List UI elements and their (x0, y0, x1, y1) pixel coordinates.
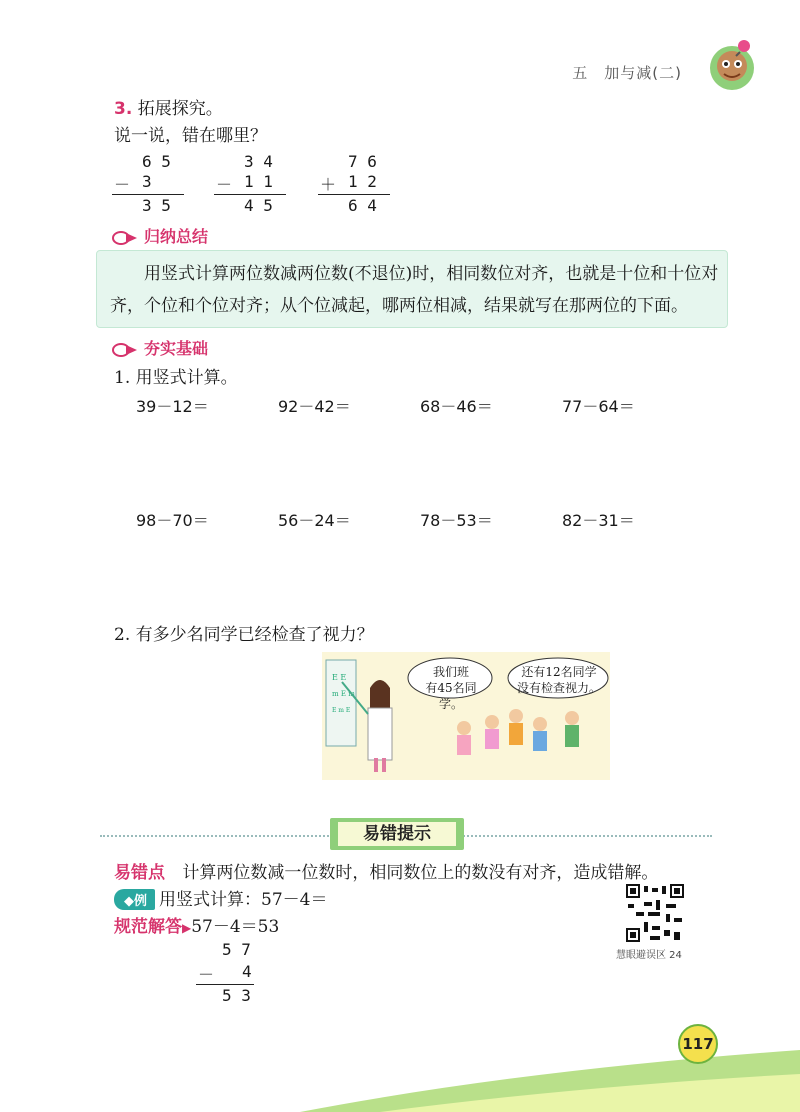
calc-result: 4 5 (244, 196, 273, 215)
calc-line (196, 984, 254, 985)
vertical-calc-2 (214, 152, 294, 216)
exercise-6: 56－24＝ (278, 511, 351, 530)
exercise-2: 92－42＝ (278, 397, 351, 416)
mistake-banner: 易错提示 (338, 822, 456, 846)
section-arrow-icon (112, 231, 138, 245)
calc-line (214, 194, 286, 195)
q1-title: 1. 用竖式计算。 (114, 368, 238, 388)
bubble2-line1: 还有12名同学 (521, 665, 597, 679)
calc-line (112, 194, 184, 195)
basics-heading (112, 336, 208, 359)
qr-caption: 慧眼避误区 24 (616, 950, 682, 961)
example-text: 用竖式计算：57－4＝ (159, 890, 328, 910)
summary-text: 用竖式计算两位数减两位数(不退位)时，相同数位对齐，也就是十位和十位对齐，个位和个位对齐；从个位减起，哪两位相减，结果就写在那两位的下面。 (110, 264, 719, 316)
svg-text:m E m: m E m (332, 690, 355, 698)
answer-label: 规范解答 (114, 917, 182, 937)
section-arrow-icon (112, 343, 138, 357)
qr-code-icon[interactable] (626, 884, 684, 942)
example-tag: ◆例 (114, 889, 155, 910)
answer-vertical-calc (196, 940, 266, 1006)
q2-title: 2. 有多少名同学已经检查了视力？ (114, 625, 374, 645)
bubble2-line2: 没有检查视力。 (516, 681, 601, 695)
summary-heading-text: 归纳总结 (144, 227, 209, 246)
exercise-8: 82－31＝ (562, 511, 635, 530)
calc-result: 6 4 (348, 196, 377, 215)
exercise-7: 78－53＝ (420, 511, 493, 530)
speech-bubble-2 (516, 664, 602, 696)
q3-title (114, 94, 223, 119)
bubble1-line2: 有45名同学。 (425, 681, 477, 711)
page-number: 117 (678, 1024, 718, 1064)
answer-text: 57－4＝53 (191, 917, 280, 937)
exercise-3: 68－46＝ (420, 397, 493, 416)
vertical-calc-1 (112, 152, 192, 216)
calc-result: 3 5 (142, 196, 171, 215)
mistake-point (114, 858, 658, 883)
calc-second: 1 2 (348, 172, 377, 191)
bubble1-line1: 我们班 (432, 665, 469, 679)
exercise-5: 98－70＝ (136, 511, 209, 530)
chapter-header: 五 加与减(二) (572, 64, 682, 82)
q3-number: 3. (114, 99, 133, 119)
svg-text:E m E: E m E (332, 707, 351, 714)
svg-text:E E: E E (332, 673, 347, 682)
eye-exam-illustration (322, 652, 610, 780)
example-line (114, 885, 327, 910)
calc-operator: － (114, 175, 131, 194)
calc-second: 1 1 (244, 172, 273, 191)
mascot-icon (702, 34, 762, 94)
calc-top: 6 5 (142, 152, 171, 171)
exercise-4: 77－64＝ (562, 397, 635, 416)
mistake-label: 易错点 (114, 863, 165, 883)
example-tag-text: 例 (134, 894, 148, 909)
calc-top: 3 4 (244, 152, 273, 171)
calc-operator: － (216, 175, 233, 194)
speech-bubble-1 (418, 664, 484, 712)
calc-line (318, 194, 390, 195)
summary-heading (112, 224, 208, 247)
q3-prompt: 说一说，错在哪里？ (114, 126, 267, 146)
calc-top: 7 6 (348, 152, 377, 171)
calc-top: 5 7 (222, 940, 251, 959)
vertical-calc-3 (318, 152, 398, 216)
answer-arrow-icon: ▶ (182, 921, 192, 935)
calc-second: 4 (242, 962, 252, 981)
calc-result: 5 3 (222, 986, 251, 1005)
basics-heading-text: 夯实基础 (144, 339, 209, 358)
answer-line (114, 912, 279, 937)
calc-second: 3 (142, 172, 152, 191)
exercise-1: 39－12＝ (136, 397, 209, 416)
calc-operator: － (198, 965, 215, 984)
mistake-text: 计算两位数减一位数时，相同数位上的数没有对齐，造成错解。 (182, 863, 659, 883)
q3-title-text: 拓展探究。 (137, 99, 223, 119)
calc-operator: ＋ (320, 175, 337, 194)
